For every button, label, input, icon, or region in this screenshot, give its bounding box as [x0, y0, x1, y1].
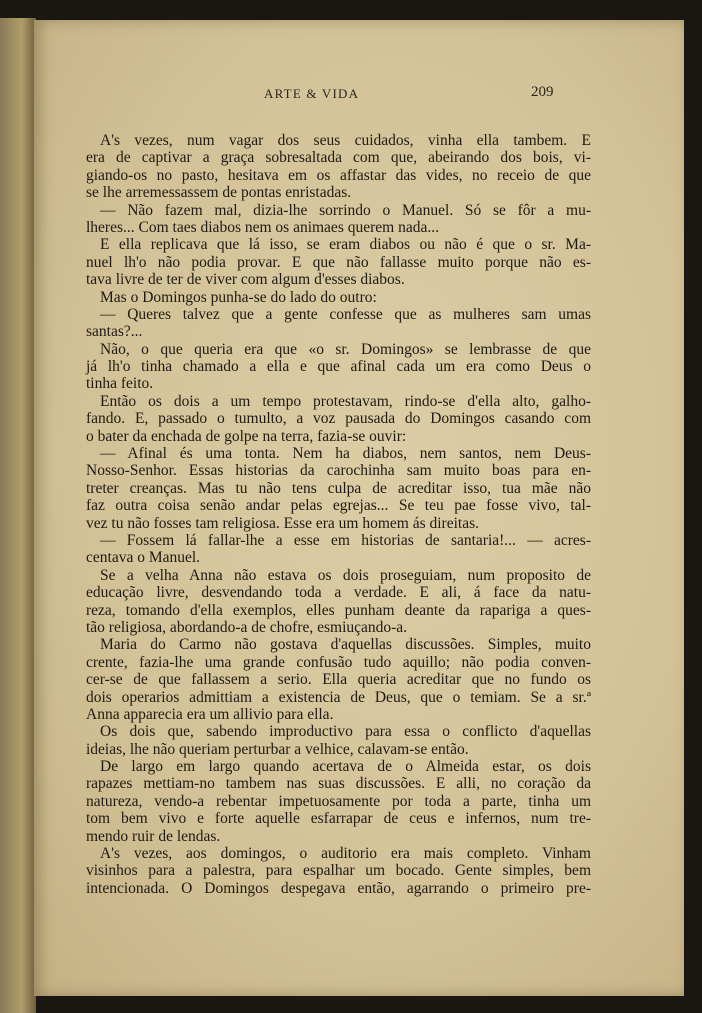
text-line: lheres... Com taes diabos nem os animaes querem nada...	[86, 218, 439, 236]
text-line: A's vezes, num vagar dos seus cuidados, vinha ella tambem. E	[100, 132, 591, 149]
text-line: cer-se de que fallassem a serio. Ella queria acreditar que no fundo os	[86, 671, 591, 689]
text-line: tão religiosa, abordando-a de chofre, esmiuçando-a.	[86, 618, 408, 636]
text-line: Os dois que, sabendo improductivo para essa o conflicto d'aquellas	[100, 723, 591, 741]
text-line: Nosso-Senhor. Essas historias da carochinha sam muito boas para en-	[86, 462, 591, 480]
text-line: ideias, lhe não queriam perturbar a velhice, calavam-se então.	[86, 740, 469, 758]
text-line: Não, o que queria era que «o sr. Domingos» se lembrasse de que	[100, 340, 591, 358]
text-line: já lh'o tinha chamado a ella e que afinal cada um era como Deus o	[86, 358, 591, 376]
text-line: E ella replicava que lá isso, se eram diabos ou não é que o sr. Ma-	[100, 236, 591, 254]
text-line: crente, fazia-lhe uma grande confusão tudo aquillo; não podia conven-	[86, 653, 591, 671]
text-line: — Não fazem mal, dizia-lhe sorrindo o Manuel. Só se fôr a mu-	[100, 201, 591, 219]
text-line: Se a velha Anna não estava os dois proseguiam, num proposito de	[100, 566, 591, 584]
text-line: educação livre, desvendando toda a verdade. E ali, á face da natu-	[86, 584, 591, 602]
text-line: mendo ruir de lendas.	[86, 827, 221, 845]
text-line: — Fossem lá fallar-lhe a esse em historias de santaria!... — acres-	[100, 531, 591, 549]
adjacent-page-edge	[0, 18, 36, 1013]
text-line: Maria do Carmo não gostava d'aquellas discussões. Simples, muito	[100, 636, 591, 654]
text-line: intencionada. O Domingos despegava então, agarrando o primeiro pre-	[86, 879, 591, 897]
text-line: tom bem vivo e forte aquelle esfarrapar de ceus e infernos, num tre-	[86, 810, 591, 828]
text-line: visinhos para a palestra, para espalhar um bocado. Gente simples, bem	[86, 862, 591, 880]
text-line: rapazes mettiam-no tambem nas suas discussões. E alli, no coração da	[86, 775, 591, 793]
page-number: 209	[531, 84, 554, 100]
text-line: De largo em largo quando acertava de o Almeida estar, os dois	[100, 758, 591, 776]
text-line: era de captivar a graça sobresaltada com que, abeirando dos bois, vi-	[86, 149, 591, 167]
text-line: tinha feito.	[86, 375, 154, 393]
text-line: faz outra coisa senão andar pelas egrejas... Se teu pae fosse vivo, tal-	[86, 497, 591, 515]
text-line: centava o Manuel.	[86, 549, 201, 567]
page-header	[34, 82, 684, 106]
text-line: fando. E, passado o tumulto, a voz pausada do Domingos casando com	[86, 410, 591, 428]
text-line: A's vezes, aos domingos, o auditorio era mais completo. Vinham	[100, 845, 591, 863]
text-line: — Afinal és uma tonta. Nem ha diabos, nem santos, nem Deus-	[100, 445, 591, 463]
text-line: santas?...	[86, 323, 143, 341]
text-line: o bater da enchada de golpe na terra, fazia-se ouvir:	[86, 427, 407, 445]
text-line: Anna apparecia era um allivio para ella.	[86, 705, 334, 723]
text-line: nuel lh'o não podia provar. E que não fallasse muito porque não es-	[86, 253, 591, 271]
text-line: treter creanças. Mas tu não tens culpa de acreditar isso, tua mãe não	[86, 479, 591, 497]
text-line: dois operarios admittiam a existencia de Deus, que o temiam. Se a sr.ª	[86, 688, 591, 706]
book-page	[34, 20, 684, 996]
text-line: reza, tomando d'ella exemplos, elles punham deante da rapariga a ques-	[86, 601, 591, 619]
text-line: tava livre de ter de viver com algum d'esses diabos.	[86, 271, 405, 289]
body-text	[86, 132, 591, 897]
text-line: Então os dois a um tempo protestavam, rindo-se d'ella alto, galho-	[100, 392, 591, 410]
text-line: giando-os no pasto, hesitava em os affastar das vides, no receio de que	[86, 166, 591, 184]
text-line: vez tu não fosses tam religiosa. Esse era um homem ás direitas.	[86, 514, 479, 532]
text-line: — Queres talvez que a gente confesse que as mulheres sam umas	[100, 305, 591, 323]
text-line: Mas o Domingos punha-se do lado do outro:	[100, 288, 377, 306]
text-line: natureza, vendo-a rebentar impetuosamente por toda a parte, tinha um	[86, 792, 591, 810]
text-line: se lhe arremessassem de pontas enristadas.	[86, 184, 352, 202]
running-title: ARTE & VIDA	[264, 86, 360, 101]
